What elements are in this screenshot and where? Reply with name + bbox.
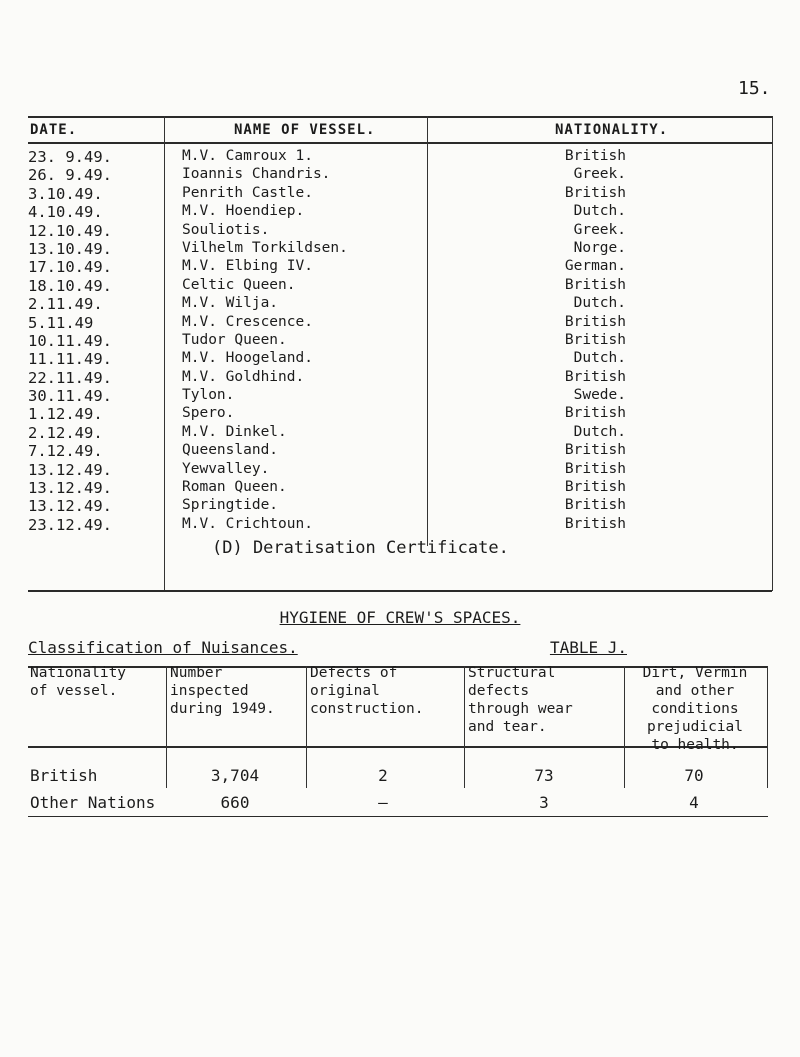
vessel-table-bottom-rule (28, 590, 772, 592)
deratisation-note: (D) Deratisation Certificate. (212, 538, 509, 558)
header-line: of vessel. (30, 683, 118, 699)
date-column-header: DATE. (30, 122, 78, 138)
vessel-row-nationality: Dutch. (573, 295, 626, 312)
nuisance-table-divider (624, 666, 625, 788)
vessel-row-nationality: British (564, 313, 626, 330)
vessel-row-name: M.V. Hoendiep. (182, 203, 305, 220)
page-number: 15. (738, 78, 771, 99)
vessel-row (0, 442, 800, 460)
vessel-row-name: Vilhelm Torkildsen. (182, 239, 348, 256)
row-construction: 2 (378, 766, 388, 785)
vessel-row-date: 3.10.49. (28, 184, 103, 203)
vessel-table-header-rule (28, 142, 772, 144)
vessel-row-date: 5.11.49 (28, 313, 94, 332)
header-line: through wear (468, 701, 573, 717)
vessel-row (0, 148, 800, 166)
vessel-row-name: Queensland. (182, 442, 279, 459)
vessel-row (0, 166, 800, 184)
vessel-row-nationality: British (564, 368, 626, 385)
vessel-row-nationality: Dutch. (573, 350, 626, 367)
header-line: during 1949. (170, 701, 275, 717)
column-header-construction (310, 664, 424, 718)
vessel-row (0, 516, 800, 534)
row-dirt: 4 (689, 793, 699, 812)
vessel-row-name: Tudor Queen. (182, 331, 287, 348)
vessel-row-nationality: Swede. (573, 387, 626, 404)
vessel-row-name: M.V. Crichtoun. (182, 515, 313, 532)
vessel-row-nationality: British (564, 460, 626, 477)
header-line: and other (655, 683, 735, 699)
row-wear: 3 (539, 793, 549, 812)
column-header-dirt (628, 664, 762, 754)
vessel-row-name: Ioannis Chandris. (182, 166, 331, 183)
classification-title: Classification of Nuisances. (28, 638, 298, 657)
vessel-row-name: Springtide. (182, 497, 279, 514)
vessel-row-nationality: British (564, 479, 626, 496)
nuisance-table (28, 665, 768, 812)
vessel-row (0, 185, 800, 203)
vessel-row-name: Penrith Castle. (182, 184, 313, 201)
hygiene-title: HYGIENE OF CREW'S SPACES. (279, 608, 521, 627)
vessel-row-date: 22.11.49. (28, 368, 112, 387)
header-line: and tear. (468, 719, 547, 735)
vessel-row-nationality: British (564, 497, 626, 514)
vessel-row (0, 295, 800, 313)
vessel-row (0, 479, 800, 497)
vessel-row-date: 17.10.49. (28, 258, 112, 277)
vessel-row-name: M.V. Goldhind. (182, 368, 305, 385)
vessel-row-date: 13.12.49. (28, 497, 112, 516)
vessel-row-date: 13.12.49. (28, 460, 112, 479)
vessel-row-nationality: German. (564, 258, 626, 275)
vessel-row-nationality: Dutch. (573, 423, 626, 440)
nuisance-table-divider (767, 666, 768, 788)
column-header-nationality (30, 664, 126, 700)
nuisance-table-divider (306, 666, 307, 788)
row-nationality: British (30, 766, 98, 785)
vessel-row-date: 10.11.49. (28, 331, 112, 350)
header-line: to health. (651, 737, 739, 753)
vessel-row-name: Celtic Queen. (182, 276, 296, 293)
vessel-row-name: Spero. (182, 405, 235, 422)
row-nationality: Other Nations (30, 793, 156, 812)
vessel-row (0, 314, 800, 332)
vessel-row (0, 497, 800, 515)
header-line: inspected (170, 683, 249, 699)
nuisance-table-divider (464, 666, 465, 788)
vessel-row-name: Souliotis. (182, 221, 270, 238)
vessel-row (0, 387, 800, 405)
header-line: original (310, 683, 380, 699)
vessel-rows (0, 148, 800, 534)
vessel-row-name: Yewvalley. (182, 460, 270, 477)
row-inspected: 660 (220, 793, 250, 812)
vessel-row-date: 2.12.49. (28, 423, 103, 442)
vessel-row-date: 7.12.49. (28, 442, 103, 461)
vessel-row (0, 350, 800, 368)
header-line: Nationality (30, 665, 127, 681)
vessel-row (0, 203, 800, 221)
vessel-row-date: 1.12.49. (28, 405, 103, 424)
row-inspected: 3,704 (210, 766, 260, 785)
vessel-row-date: 23. 9.49. (28, 148, 112, 166)
header-line: conditions (651, 701, 739, 717)
header-line: construction. (310, 701, 424, 717)
nuisance-table-bottom-rule (28, 816, 768, 817)
vessel-row-name: M.V. Crescence. (182, 313, 313, 330)
vessel-row-nationality: British (564, 184, 626, 201)
vessel-row-nationality: British (564, 276, 626, 293)
vessel-row (0, 369, 800, 387)
vessel-row (0, 222, 800, 240)
vessel-row-name: M.V. Camroux 1. (182, 148, 313, 164)
row-construction: — (378, 793, 388, 812)
vessel-row (0, 424, 800, 442)
vessel-row-name: M.V. Dinkel. (182, 423, 287, 440)
vessel-row-nationality: Norge. (573, 239, 626, 256)
row-dirt: 70 (684, 766, 704, 785)
nationality-column-header: NATIONALITY. (555, 122, 669, 138)
vessel-row-date: 26. 9.49. (28, 166, 112, 185)
column-header-wear (468, 664, 573, 736)
vessel-row-date: 11.11.49. (28, 350, 112, 369)
header-line: prejudicial (646, 719, 744, 735)
header-line: Dirt, Vermin (642, 665, 748, 681)
header-line: Number (170, 665, 223, 681)
vessel-row-nationality: Greek. (573, 166, 626, 183)
vessel-row-name: Roman Queen. (182, 479, 287, 496)
table-label: TABLE J. (549, 638, 627, 657)
vessel-row (0, 277, 800, 295)
vessel-row (0, 258, 800, 276)
vessel-row (0, 240, 800, 258)
vessel-row-name: M.V. Hoogeland. (182, 350, 313, 367)
vessel-column-header: NAME OF VESSEL. (234, 122, 376, 138)
header-line: Defects of (310, 665, 398, 681)
nuisance-table-divider (166, 666, 167, 788)
vessel-row-nationality: British (564, 331, 626, 348)
header-line: Structural (468, 665, 556, 681)
vessel-row-name: Tylon. (182, 387, 235, 404)
column-header-inspected (170, 664, 275, 718)
vessel-row (0, 461, 800, 479)
vessel-row (0, 405, 800, 423)
vessel-row-date: 13.10.49. (28, 239, 112, 258)
header-line: defects (468, 683, 530, 699)
vessel-row-nationality: British (564, 405, 626, 422)
vessel-row-nationality: British (564, 148, 626, 164)
vessel-row-date: 4.10.49. (28, 203, 103, 222)
vessel-row-name: M.V. Elbing IV. (182, 258, 313, 275)
vessel-row-name: M.V. Wilja. (182, 295, 279, 312)
vessel-row-date: 12.10.49. (28, 221, 112, 240)
vessel-row-nationality: Greek. (573, 221, 626, 238)
vessel-row-nationality: Dutch. (573, 203, 626, 220)
vessel-row-nationality: British (564, 442, 626, 459)
vessel-row-nationality: British (564, 515, 626, 532)
vessel-row-date: 18.10.49. (28, 276, 112, 295)
vessel-row-date: 23.12.49. (28, 515, 112, 534)
vessel-row-date: 30.11.49. (28, 387, 112, 406)
row-wear: 73 (534, 766, 554, 785)
vessel-row-date: 2.11.49. (28, 295, 103, 314)
vessel-row (0, 332, 800, 350)
vessel-table-top-rule (28, 116, 772, 118)
vessel-row-date: 13.12.49. (28, 479, 112, 498)
